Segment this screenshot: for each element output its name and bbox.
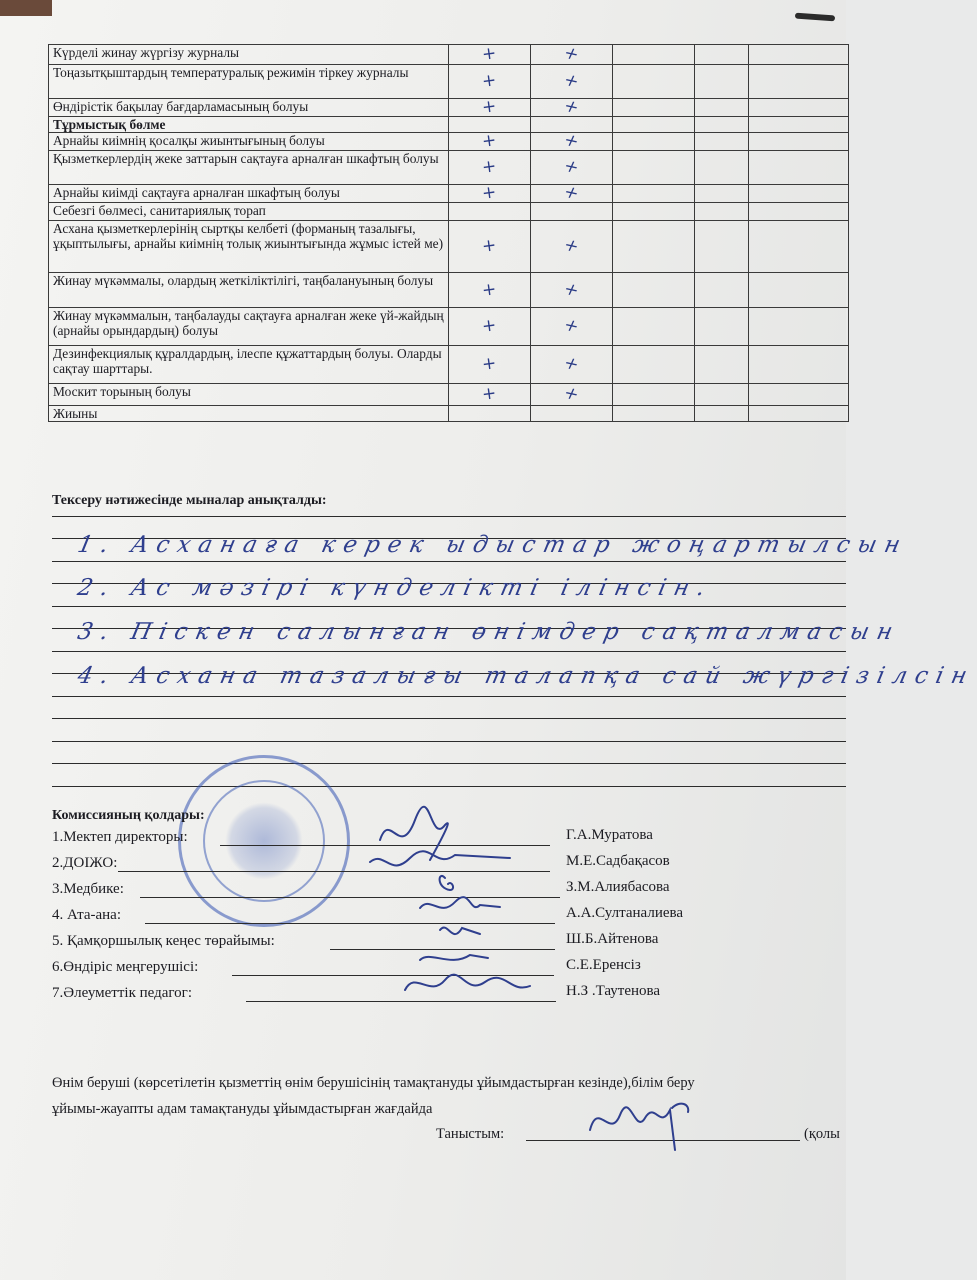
checklist-mark-cell (449, 384, 531, 406)
handwritten-plus-mark: + (560, 156, 583, 178)
checklist-mark-cell (531, 45, 613, 65)
section-row (49, 117, 849, 133)
member-name-7: Н.З .Таутенова (566, 983, 661, 999)
checklist-row (49, 45, 849, 65)
handwritten-plus-mark: + (480, 353, 498, 375)
empty-cell (695, 185, 749, 203)
member-name-5: Ш.Б.Айтенова (566, 931, 659, 947)
empty-cell (613, 65, 695, 99)
empty-cell (749, 99, 849, 117)
member-role-2: 2.ДОІЖО: (52, 855, 118, 871)
checklist-row (49, 221, 849, 273)
handwritten-plus-mark: + (480, 130, 498, 152)
empty-cell (613, 221, 695, 273)
signature-social-teacher (405, 975, 530, 990)
handwritten-plus-mark: + (480, 70, 498, 92)
signature-council-chair (440, 928, 480, 935)
checklist-item-label: Күрделі жинау жүргізу журналы (49, 45, 449, 65)
checklist-item-label: Жиыны (49, 406, 449, 422)
member-name-3: З.М.Алиябасова (566, 879, 670, 895)
empty-cell (695, 117, 749, 133)
ruled-line (52, 786, 846, 787)
ruled-line (52, 718, 846, 719)
signature-parent (420, 897, 500, 908)
finding-2: 2. Ас мәзірі күнделікті ілінсін. (75, 575, 716, 601)
signature-production-head (420, 955, 488, 960)
signature-suffix: (қолы (804, 1126, 840, 1142)
empty-cell (613, 45, 695, 65)
checklist-row (49, 308, 849, 346)
member-name-6: С.Е.Еренсіз (566, 957, 641, 973)
checklist-mark-cell (449, 182, 531, 204)
checklist-mark-cell (531, 203, 613, 221)
inspection-checklist-table (48, 44, 849, 422)
checklist-mark-cell (449, 221, 531, 273)
checklist-mark-cell (531, 96, 613, 118)
checklist-row (49, 185, 849, 203)
handwritten-plus-mark: + (480, 278, 498, 301)
checklist-mark-cell (449, 273, 531, 308)
checklist-mark-cell (449, 96, 531, 118)
checklist-mark-cell (449, 65, 531, 99)
checklist-mark-cell (449, 346, 531, 384)
empty-cell (695, 406, 749, 422)
empty-cell (695, 384, 749, 406)
member-role-5: 5. Қамқоршылық кеңес төрайымы: (52, 933, 275, 949)
handwritten-plus-mark: + (560, 278, 583, 301)
checklist-item-label: Арнайы киімнің қосалқы жиынтығының болуы (49, 133, 449, 151)
empty-cell (695, 203, 749, 221)
ruled-line (52, 606, 846, 607)
checklist-row (49, 151, 849, 185)
empty-cell (695, 346, 749, 384)
checklist-row (49, 133, 849, 151)
signature-doizho (370, 851, 510, 865)
ruled-line (52, 696, 846, 697)
official-stamp (178, 755, 350, 927)
empty-cell (749, 346, 849, 384)
footer-line-1: Өнім беруші (көрсетілетін қызметтің өнім берушісінің тамақтануды ұйымдастырған кезінде),білім беру (52, 1075, 695, 1091)
empty-cell (749, 65, 849, 99)
handwritten-plus-mark: + (480, 43, 498, 65)
checklist-item-label: Жинау мүкәммалы, олардың жеткіліктілігі, таңбалануының болуы (49, 273, 449, 308)
member-role-3: 3.Медбике: (52, 881, 124, 897)
commission-title: Комиссияның қолдары: (52, 808, 205, 823)
empty-cell (749, 273, 849, 308)
empty-cell (613, 346, 695, 384)
handwritten-plus-mark: + (480, 315, 498, 337)
ruled-line (52, 561, 846, 562)
empty-cell (695, 308, 749, 346)
checklist-mark-cell (449, 308, 531, 346)
empty-cell (749, 133, 849, 151)
checklist-mark-cell (531, 151, 613, 185)
checklist-row (49, 384, 849, 406)
checklist-row (49, 99, 849, 117)
handwritten-plus-mark: + (480, 182, 498, 204)
empty-cell (695, 151, 749, 185)
handwritten-plus-mark: + (560, 235, 583, 257)
empty-cell (613, 406, 695, 422)
ruled-line (52, 741, 846, 742)
results-label: Тексеру нәтижесінде мыналар анықталды: (52, 493, 327, 508)
member-name-2: М.Е.Садбақасов (566, 853, 670, 869)
empty-cell (749, 45, 849, 65)
member-role-1: 1.Мектеп директоры: (52, 829, 188, 845)
acquainted-signature (580, 1090, 700, 1160)
handwritten-plus-mark: + (560, 353, 583, 375)
empty-cell (749, 384, 849, 406)
empty-cell (613, 133, 695, 151)
checklist-item-label: Жинау мүкәммалын, таңбалауды сақтауға арналған жеке үй-жайдың (арнайы орындардың) болуы (49, 308, 449, 346)
empty-cell (613, 384, 695, 406)
finding-1: 1. Асханаға керек ыдыстар жоңартылсын (75, 532, 911, 558)
checklist-row (49, 65, 849, 99)
checklist-mark-cell (531, 130, 613, 152)
ruled-line (52, 651, 846, 652)
checklist-item-label: Москит торының болуы (49, 384, 449, 406)
acquainted-label: Таныстым: (436, 1126, 505, 1142)
handwritten-plus-mark: + (480, 96, 498, 118)
checklist-row (49, 273, 849, 308)
handwritten-signatures (360, 800, 600, 1010)
checklist-item-label: Тоңазытқыштардың температуралық режимін тіркеу журналы (49, 65, 449, 99)
empty-cell (613, 99, 695, 117)
checklist-item-label: Асхана қызметкерлерінің сыртқы келбеті (форманың тазалығы, ұқыптылығы, арнайы киімнің толық жиынтығында жұмыс істей ме) (49, 221, 449, 273)
empty-cell (695, 221, 749, 273)
finding-3: 3. Піскен салынған өнімдер сақталмасын (75, 619, 903, 645)
handwritten-plus-mark: + (480, 235, 498, 257)
handwritten-plus-mark: + (560, 96, 583, 118)
empty-cell (749, 308, 849, 346)
footer-line-2: ұйымы-жауапты адам тамақтануды ұйымдастырған жағдайда (52, 1101, 433, 1117)
empty-cell (749, 151, 849, 185)
handwritten-plus-mark: + (480, 156, 498, 178)
checklist-item-label: Өндірістік бақылау бағдарламасының болуы (49, 99, 449, 117)
handwritten-plus-mark: + (560, 130, 583, 152)
empty-cell (695, 45, 749, 65)
checklist-row (49, 346, 849, 384)
empty-cell (695, 99, 749, 117)
ruled-line (52, 516, 846, 517)
empty-cell (749, 117, 849, 133)
checklist-item-label: Дезинфекциялық құралдардың, ілеспе құжаттардың болуы. Оларды сақтау шарттары. (49, 346, 449, 384)
member-role-4: 4. Ата-ана: (52, 907, 121, 923)
checklist-item-label: Арнайы киімді сақтауға арналған шкафтың болуы (49, 185, 449, 203)
handwritten-plus-mark: + (480, 383, 498, 405)
empty-cell (749, 406, 849, 422)
signature-nurse (440, 876, 453, 890)
checklist-mark-cell (531, 346, 613, 384)
empty-cell (613, 308, 695, 346)
checklist-mark-cell (531, 221, 613, 273)
background-edge (0, 0, 52, 16)
empty-cell (749, 185, 849, 203)
handwritten-plus-mark: + (560, 182, 583, 204)
empty-cell (749, 203, 849, 221)
handwritten-plus-mark: + (560, 315, 583, 337)
empty-cell (613, 203, 695, 221)
member-role-6: 6.Өндіріс меңгерушісі: (52, 959, 199, 975)
checklist-mark-cell (531, 308, 613, 346)
checklist-mark-cell (531, 65, 613, 99)
checklist-item-label: Қызметкерлердің жеке заттарын сақтауға арналған шкафтың болуы (49, 151, 449, 185)
empty-cell (695, 133, 749, 151)
checklist-row (49, 406, 849, 422)
empty-cell (695, 65, 749, 99)
checklist-mark-cell (449, 151, 531, 185)
handwritten-plus-mark: + (560, 43, 583, 65)
checklist-mark-cell (449, 130, 531, 152)
checklist-mark-cell (449, 203, 531, 221)
checklist-mark-cell (531, 406, 613, 422)
empty-cell (749, 221, 849, 273)
empty-cell (613, 117, 695, 133)
empty-cell (613, 151, 695, 185)
state-emblem-icon (225, 802, 303, 880)
pen-mark (795, 13, 835, 22)
empty-cell (613, 273, 695, 308)
checklist-mark-cell (449, 406, 531, 422)
handwritten-plus-mark: + (560, 70, 583, 92)
member-name-4: А.А.Султаналиева (566, 905, 684, 921)
handwritten-plus-mark: + (560, 383, 583, 405)
finding-4: 4. Асхана тазалығы талапқа сай жүргізілсін (75, 663, 977, 689)
checklist-mark-cell (531, 182, 613, 204)
empty-cell (613, 185, 695, 203)
ruled-line (52, 763, 846, 764)
checklist-mark-cell (449, 45, 531, 65)
signature-director (380, 807, 448, 860)
checklist-row (49, 203, 849, 221)
checklist-mark-cell (531, 273, 613, 308)
member-name-1: Г.А.Муратова (566, 827, 653, 843)
checklist-item-label: Себезгі бөлмесі, санитариялық торап (49, 203, 449, 221)
section-title: Тұрмыстық бөлме (49, 117, 449, 133)
checklist-mark-cell (531, 384, 613, 406)
member-role-7: 7.Әлеуметтік педагог: (52, 985, 192, 1001)
empty-cell (695, 273, 749, 308)
